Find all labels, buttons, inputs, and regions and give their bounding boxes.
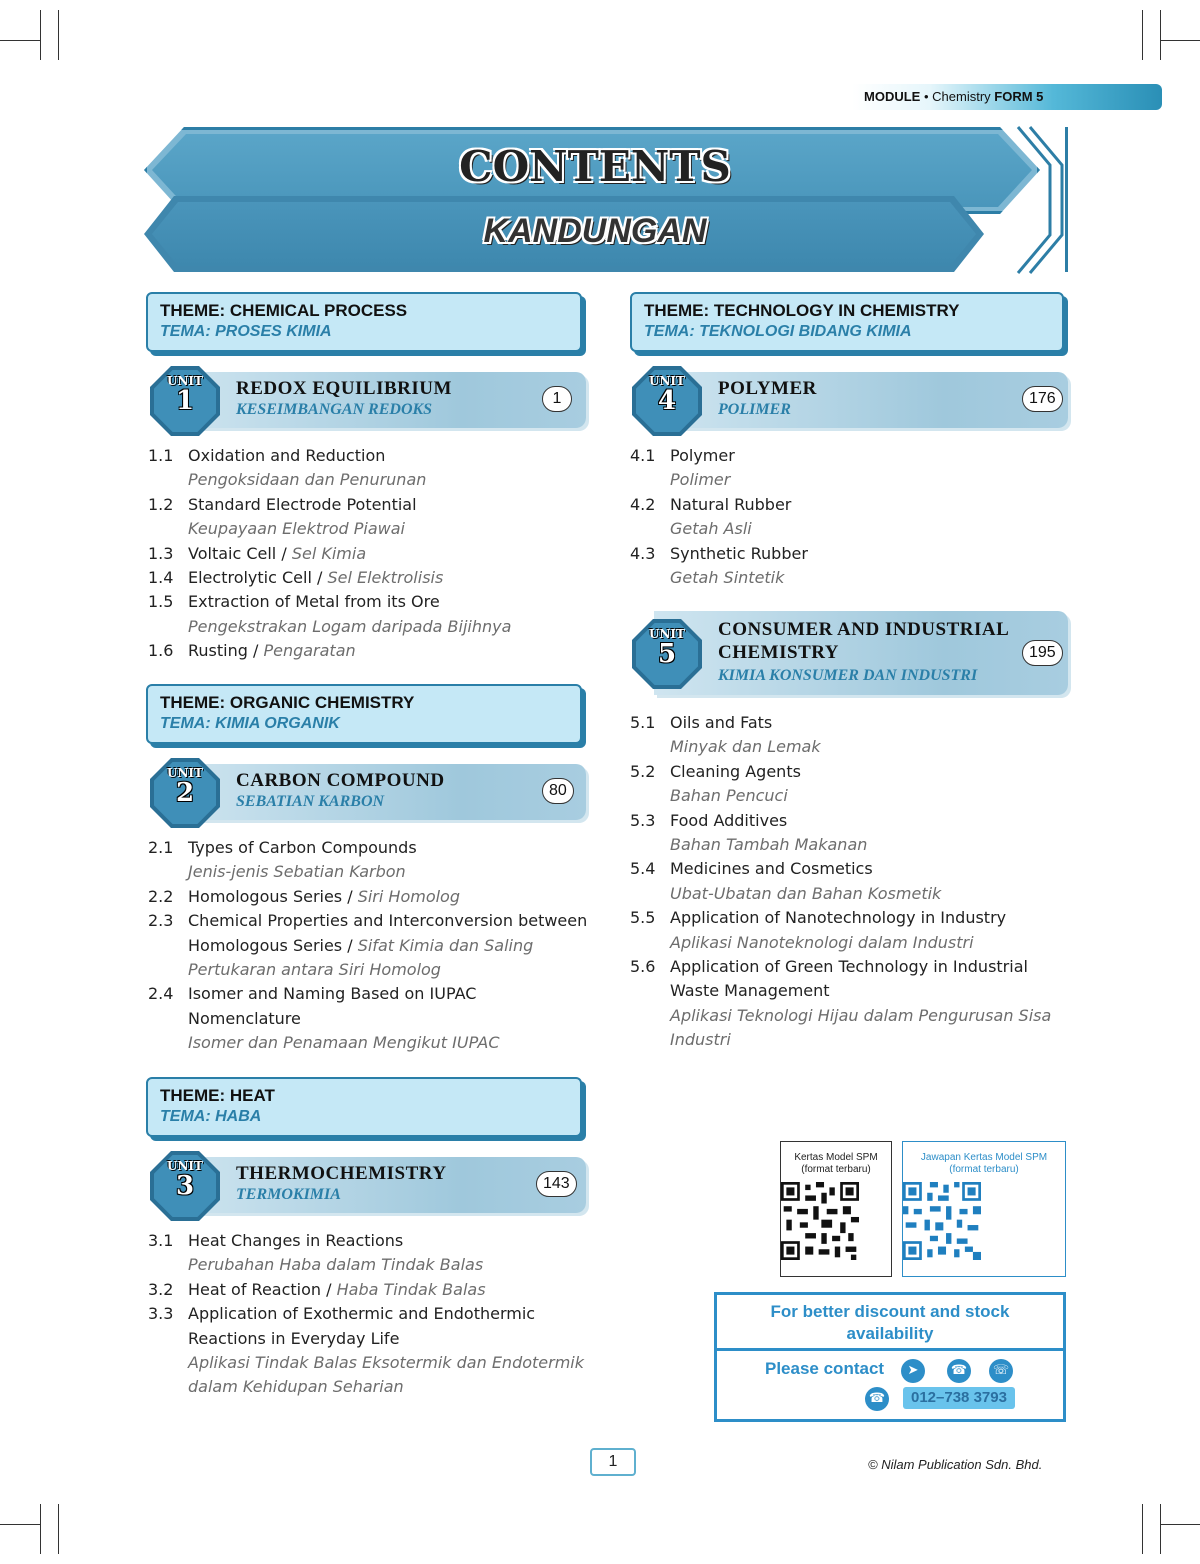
list-item[interactable] — [148, 885, 588, 909]
item-number: 4.1 — [630, 446, 656, 465]
theme-technology-in-chemistry — [630, 292, 1064, 352]
list-item[interactable] — [630, 906, 1070, 955]
item-title: Electrolytic Cell / — [188, 568, 328, 588]
item-title-ms: Sifat Kimia dan Saling Pertukaran antara Siri Homolog — [188, 935, 534, 980]
unit-word: UNIT — [167, 1159, 203, 1173]
copyright: © Nilam Publication Sdn. Bhd. — [868, 1457, 1043, 1472]
item-title: Chemical Properties and Interconversion between Homologous Series / — [188, 911, 588, 955]
unit-number: 3 — [175, 1171, 195, 1201]
list-item[interactable] — [148, 982, 588, 1055]
promo-line2: availability — [846, 1324, 934, 1343]
unit-4-header[interactable] — [632, 372, 1068, 428]
promo-headline — [717, 1295, 1063, 1351]
item-title: Application of Nanotechnology in Industry — [670, 908, 1007, 928]
item-title-ms: Aplikasi Nanoteknologi dalam Industri — [670, 932, 974, 952]
unit-title-ms: SEBATIAN KARBON — [236, 793, 385, 810]
list-item[interactable] — [630, 760, 1070, 809]
item-number: 5.2 — [630, 761, 656, 781]
unit-word: UNIT — [649, 374, 685, 388]
theme-title-ms: TEMA: TEKNOLOGI BIDANG KIMIA — [644, 323, 912, 340]
unit-word: UNIT — [167, 766, 203, 780]
item-title-ms: Ubat-Ubatan dan Bahan Kosmetik — [670, 883, 942, 903]
promo-contact-label: Please contact — [765, 1359, 885, 1378]
unit-page-number: 80 — [542, 778, 574, 804]
item-title-ms: Getah Sintetik — [670, 568, 785, 588]
crop-mark — [1160, 1504, 1161, 1554]
item-number: 1.3 — [148, 543, 174, 563]
page-title: CONTENTS — [459, 142, 731, 191]
item-title: Natural Rubber — [670, 494, 792, 514]
item-title: Oxidation and Reduction — [188, 446, 386, 465]
item-title: Voltaic Cell / — [188, 543, 292, 563]
item-title-ms: Pengaratan — [263, 641, 356, 661]
list-item[interactable] — [630, 493, 1070, 542]
list-item[interactable] — [148, 566, 588, 590]
crop-mark — [40, 10, 41, 60]
item-number: 3.3 — [148, 1304, 174, 1324]
crop-mark — [1160, 1524, 1200, 1525]
unit-title-ms: TERMOKIMIA — [236, 1186, 341, 1203]
item-title-ms: Sel Kimia — [291, 543, 367, 563]
item-number: 5.6 — [630, 957, 656, 977]
item-number: 5.1 — [630, 713, 656, 732]
item-title: Oils and Fats — [670, 713, 773, 732]
item-title-ms: Getah Asli — [670, 519, 752, 539]
unit-page-number: 1 — [542, 386, 572, 412]
unit-number: 4 — [657, 386, 677, 416]
item-title-ms: Minyak dan Lemak — [670, 737, 821, 757]
list-item[interactable] — [148, 493, 588, 542]
item-number: 1.5 — [148, 592, 174, 612]
unit-page-number: 143 — [536, 1171, 577, 1197]
whatsapp-icon[interactable]: ☎ — [947, 1359, 971, 1383]
qr-caption — [903, 1142, 1065, 1176]
unit-number: 5 — [657, 639, 677, 669]
list-item[interactable] — [148, 836, 588, 885]
item-title-ms: Siri Homolog — [357, 886, 460, 906]
item-title: Homologous Series / — [188, 886, 358, 906]
theme-heat — [146, 1077, 582, 1137]
item-title-ms: Jenis-jenis Sebatian Karbon — [188, 862, 406, 882]
list-item[interactable] — [148, 444, 588, 493]
qr-model-paper-answers[interactable] — [902, 1141, 1066, 1277]
theme-title: THEME: ORGANIC CHEMISTRY — [160, 693, 415, 712]
item-title: Isomer and Naming Based on IUPAC Nomenclature — [188, 984, 477, 1028]
item-title-ms: Aplikasi Teknologi Hijau dalam Pengurusan Sisa Industri — [670, 1005, 1052, 1050]
theme-organic-chemistry — [146, 684, 582, 744]
viber-icon[interactable]: ☏ — [989, 1359, 1013, 1383]
qr-caption-line2: (format terbaru) — [949, 1164, 1019, 1175]
list-item[interactable] — [148, 1302, 588, 1400]
item-title: Application of Exothermic and Endothermic Reactions in Everyday Life — [188, 1304, 536, 1348]
unit-3-items — [148, 1229, 588, 1400]
item-number: 1.2 — [148, 494, 174, 514]
item-number: 5.3 — [630, 810, 656, 830]
unit-1-items — [148, 444, 588, 664]
list-item[interactable] — [148, 1278, 588, 1302]
unit-4-items — [630, 444, 1070, 590]
unit-word: UNIT — [167, 374, 203, 388]
item-number: 4.2 — [630, 494, 656, 514]
unit-bar — [654, 372, 1068, 428]
theme-title: THEME: HEAT — [160, 1086, 275, 1105]
item-title-ms: Isomer dan Penamaan Mengikut IUPAC — [188, 1033, 500, 1053]
qr-caption-line1: Jawapan Kertas Model SPM — [920, 1152, 1048, 1163]
item-title-ms: Bahan Pencuci — [670, 786, 788, 806]
theme-title-ms: TEMA: HABA — [160, 1108, 262, 1125]
page-number: 1 — [590, 1448, 636, 1476]
crop-mark — [1142, 10, 1143, 60]
unit-page-number: 176 — [1022, 386, 1063, 412]
item-number: 5.4 — [630, 859, 656, 879]
item-title: Cleaning Agents — [670, 761, 801, 781]
crop-mark — [58, 10, 59, 60]
unit-3-header[interactable] — [150, 1157, 586, 1213]
unit-5-items — [630, 711, 1070, 1053]
page-subtitle: KANDUNGAN — [483, 212, 707, 250]
list-item[interactable] — [630, 955, 1070, 1053]
item-title: Medicines and Cosmetics — [670, 859, 873, 879]
crop-mark — [58, 1504, 59, 1554]
promo-line1: For better discount and stock — [770, 1302, 1010, 1321]
module-separator: • — [923, 89, 929, 104]
unit-word: UNIT — [649, 627, 685, 641]
unit-5-header[interactable] — [632, 611, 1068, 695]
item-title: Heat of Reaction / — [188, 1279, 337, 1299]
crop-mark — [1160, 40, 1200, 41]
list-item[interactable] — [630, 542, 1070, 591]
item-number: 2.4 — [148, 984, 174, 1004]
unit-title: CARBON COMPOUND — [236, 770, 445, 791]
unit-title: THERMOCHEMISTRY — [236, 1163, 447, 1184]
list-item[interactable] — [630, 809, 1070, 858]
item-title: Rusting / — [188, 641, 264, 661]
crop-mark — [0, 1524, 40, 1525]
unit-title-ms: KESEIMBANGAN REDOKS — [236, 401, 433, 418]
item-number: 1.4 — [148, 568, 174, 588]
item-title: Standard Electrode Potential — [188, 494, 417, 514]
theme-title: THEME: CHEMICAL PROCESS — [160, 301, 408, 320]
item-number: 2.2 — [148, 886, 174, 906]
list-item[interactable] — [148, 639, 588, 663]
item-title-ms: Keupayaan Elektrod Piawai — [188, 519, 405, 539]
crop-mark — [40, 1504, 41, 1554]
unit-number: 1 — [175, 386, 195, 416]
item-title: Polymer — [670, 446, 735, 465]
unit-title: REDOX EQUILIBRIUM — [236, 378, 452, 399]
telegram-icon[interactable]: ➤ — [901, 1359, 925, 1383]
unit-2-items — [148, 836, 588, 1056]
qr-model-paper[interactable] — [780, 1141, 892, 1277]
list-item[interactable] — [630, 711, 1070, 760]
item-title-ms: Bahan Tambah Makanan — [670, 835, 868, 855]
phone-icon: ☎ — [865, 1387, 889, 1411]
item-title-ms: Perubahan Haba dalam Tindak Balas — [188, 1255, 484, 1275]
list-item[interactable] — [630, 857, 1070, 906]
module-form: FORM 5 — [994, 89, 1044, 104]
unit-2-header[interactable] — [150, 764, 586, 820]
unit-title: POLYMER — [718, 378, 817, 399]
unit-title: CONSUMER AND INDUSTRIAL — [718, 619, 1010, 640]
item-title: Food Additives — [670, 810, 788, 830]
item-number: 2.3 — [148, 911, 174, 931]
item-title-ms: Polimer — [670, 470, 731, 490]
unit-number: 2 — [175, 778, 195, 808]
promo-phone-number[interactable]: 012–738 3793 — [903, 1387, 1015, 1409]
item-title-ms: Pengekstrakan Logam daripada Bijihnya — [188, 616, 512, 636]
crop-mark — [1142, 1504, 1143, 1554]
item-title: Extraction of Metal from its Ore — [188, 592, 440, 612]
module-label: MODULE — [864, 89, 921, 104]
theme-title-ms: TEMA: KIMIA ORGANIK — [160, 715, 340, 732]
qr-code-icon — [781, 1182, 859, 1260]
qr-caption — [781, 1142, 891, 1176]
item-number: 3.2 — [148, 1279, 174, 1299]
item-title-ms: Haba Tindak Balas — [336, 1279, 486, 1299]
item-number: 4.3 — [630, 543, 656, 563]
list-item[interactable] — [148, 590, 588, 639]
theme-title-ms: TEMA: PROSES KIMIA — [160, 323, 332, 340]
theme-title: THEME: TECHNOLOGY IN CHEMISTRY — [644, 301, 960, 320]
qr-caption-line1: Kertas Model SPM — [794, 1152, 878, 1163]
list-item[interactable] — [148, 542, 588, 566]
item-number: 3.1 — [148, 1231, 174, 1250]
theme-chemical-process — [146, 292, 582, 352]
qr-code-icon — [903, 1182, 981, 1260]
qr-caption-line2: (format terbaru) — [801, 1164, 871, 1175]
item-number: 1.1 — [148, 446, 174, 465]
promo-box — [714, 1292, 1066, 1422]
unit-1-header[interactable] — [150, 372, 586, 428]
item-title: Synthetic Rubber — [670, 543, 808, 563]
item-number: 1.6 — [148, 641, 174, 661]
list-item[interactable] — [148, 909, 588, 982]
item-title-ms: Pengoksidaan dan Penurunan — [188, 470, 427, 490]
list-item[interactable] — [630, 444, 1070, 493]
module-subject: Chemistry — [932, 89, 991, 104]
item-title-ms: Sel Elektrolisis — [327, 568, 444, 588]
item-title-ms: Aplikasi Tindak Balas Eksotermik dan Endotermik dalam Kehidupan Seharian — [188, 1353, 585, 1397]
item-number: 5.5 — [630, 908, 656, 928]
item-title: Application of Green Technology in Industrial Waste Management — [670, 957, 1028, 1001]
item-title: Heat Changes in Reactions — [188, 1231, 404, 1250]
crop-mark — [1160, 10, 1161, 60]
item-title: Types of Carbon Compounds — [188, 838, 417, 857]
unit-title-ms: POLIMER — [718, 401, 791, 418]
unit-title-ms: KIMIA KONSUMER DAN INDUSTRI — [718, 667, 978, 684]
crop-mark — [0, 40, 40, 41]
list-item[interactable] — [148, 1229, 588, 1278]
unit-page-number: 195 — [1022, 640, 1063, 666]
module-header-tab — [852, 84, 1162, 110]
item-number: 2.1 — [148, 838, 174, 857]
unit-title-line2: CHEMISTRY — [718, 642, 840, 663]
